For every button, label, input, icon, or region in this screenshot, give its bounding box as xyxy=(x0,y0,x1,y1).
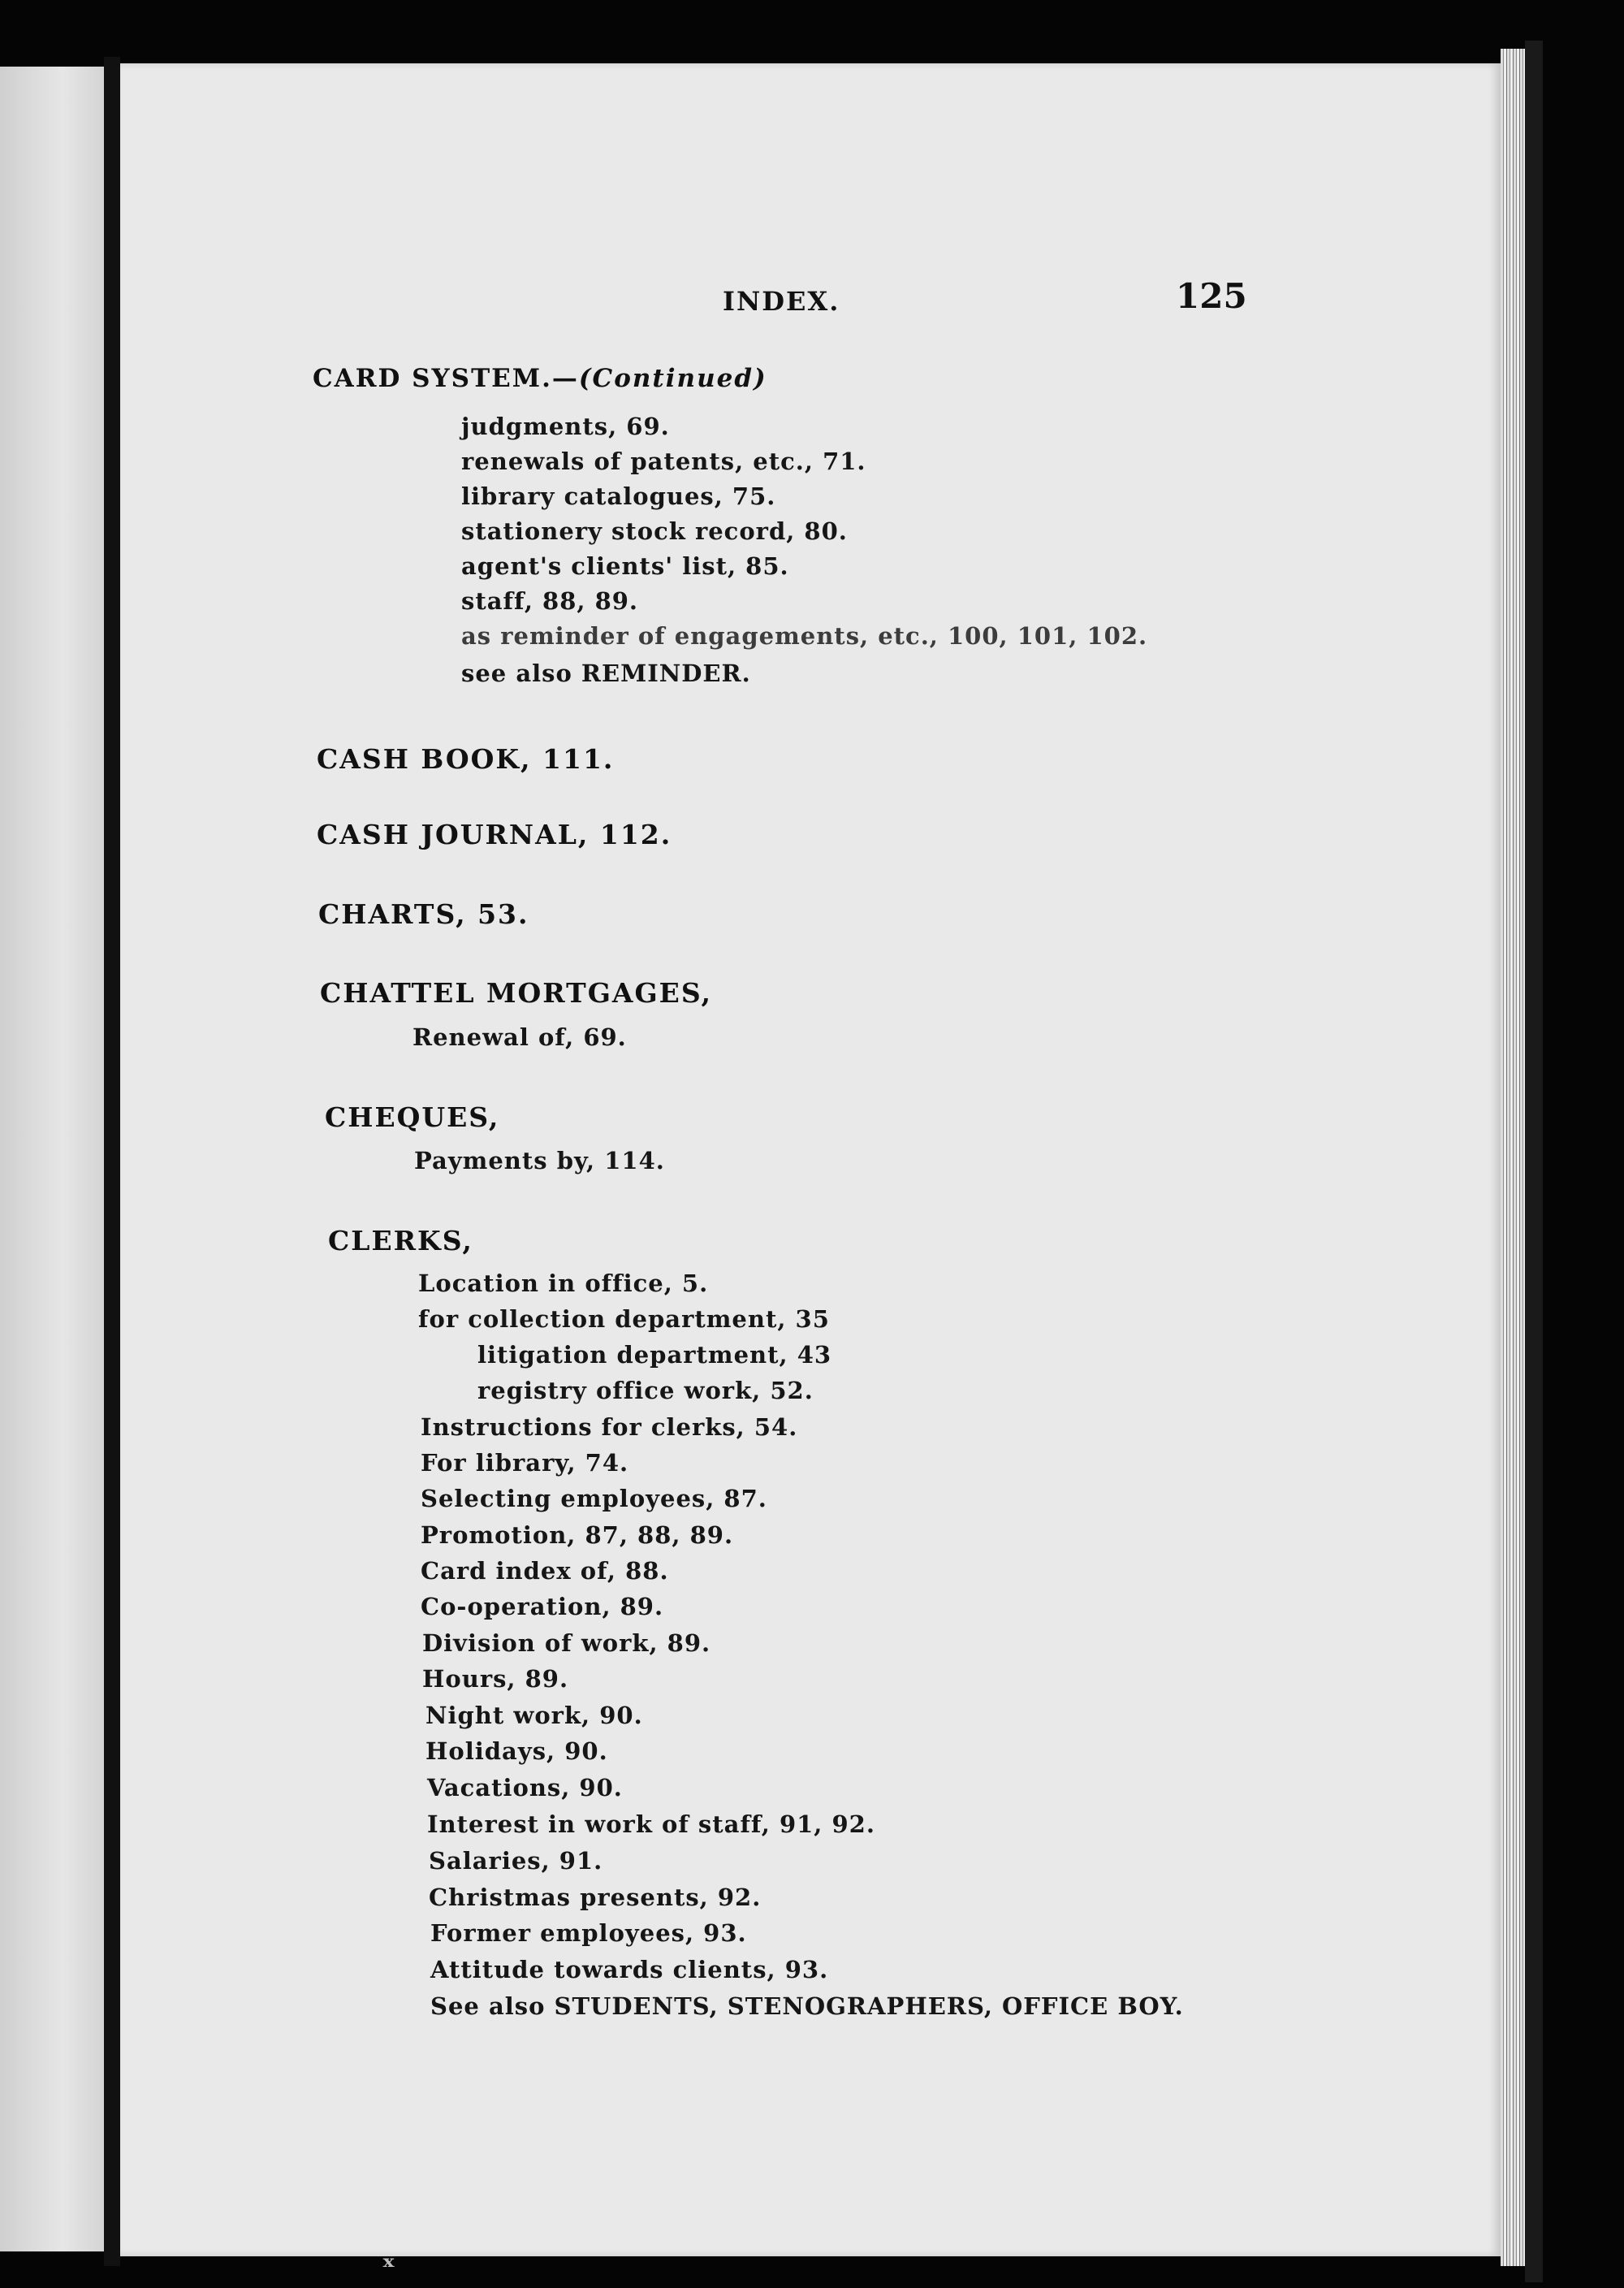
index-entry: for collection department, 35 xyxy=(418,1305,830,1333)
index-entry: agent's clients' list, 85. xyxy=(461,552,789,580)
index-entry: Location in office, 5. xyxy=(418,1269,709,1297)
index-heading-charts: CHARTS, 53. xyxy=(318,898,529,930)
index-entry: Division of work, 89. xyxy=(422,1629,711,1657)
index-heading-cash-journal: CASH JOURNAL, 112. xyxy=(317,819,672,850)
index-entry: as reminder of engagements, etc., 100, 101, 102. xyxy=(461,622,1148,650)
index-entry: Promotion, 87, 88, 89. xyxy=(421,1521,734,1549)
index-entry: See also STUDENTS, STENOGRAPHERS, OFFICE BOY. xyxy=(430,1992,1184,2020)
index-heading-clerks: CLERKS, xyxy=(328,1225,473,1256)
heading-text: CARD SYSTEM.— xyxy=(313,364,579,393)
index-entry: Hours, 89. xyxy=(422,1665,569,1693)
running-head: INDEX. xyxy=(723,286,840,317)
index-entry: library catalogues, 75. xyxy=(461,482,776,510)
index-entry: Instructions for clerks, 54. xyxy=(421,1413,798,1441)
index-entry: Former employees, 93. xyxy=(430,1919,747,1947)
index-entry: For library, 74. xyxy=(421,1449,629,1477)
index-entry: Night work, 90. xyxy=(425,1702,643,1729)
index-heading-chattel-mortgages: CHATTEL MORTGAGES, xyxy=(320,977,712,1009)
index-entry: Selecting employees, 87. xyxy=(421,1485,767,1512)
continued-label: (Continued) xyxy=(578,364,767,393)
index-entry: Card index of, 88. xyxy=(421,1557,669,1585)
index-entry: renewals of patents, etc., 71. xyxy=(461,448,866,475)
scan-artifact: ˣ xyxy=(382,2250,396,2284)
page-number: 125 xyxy=(1176,276,1247,316)
index-entry: stationery stock record, 80. xyxy=(461,517,848,545)
index-entry: litigation department, 43 xyxy=(477,1341,832,1369)
index-entry: Attitude towards clients, 93. xyxy=(430,1956,829,1983)
index-entry: see also REMINDER. xyxy=(461,660,751,687)
index-entry: Holidays, 90. xyxy=(425,1737,608,1765)
index-entry: registry office work, 52. xyxy=(477,1377,814,1404)
index-entry: Vacations, 90. xyxy=(427,1774,623,1801)
index-entry: staff, 88, 89. xyxy=(461,587,639,615)
index-heading-cash-book: CASH BOOK, 111. xyxy=(317,743,615,775)
index-entry: Christmas presents, 92. xyxy=(429,1884,762,1911)
index-entry: Payments by, 114. xyxy=(414,1147,665,1174)
index-heading-cheques: CHEQUES, xyxy=(325,1101,500,1133)
index-heading-card-system xyxy=(313,364,767,393)
index-entry: Renewal of, 69. xyxy=(412,1023,627,1051)
index-entry: Interest in work of staff, 91, 92. xyxy=(427,1810,875,1838)
index-entry: judgments, 69. xyxy=(461,413,670,440)
index-entry: Salaries, 91. xyxy=(429,1847,603,1875)
index-entry: Co-operation, 89. xyxy=(421,1593,664,1620)
